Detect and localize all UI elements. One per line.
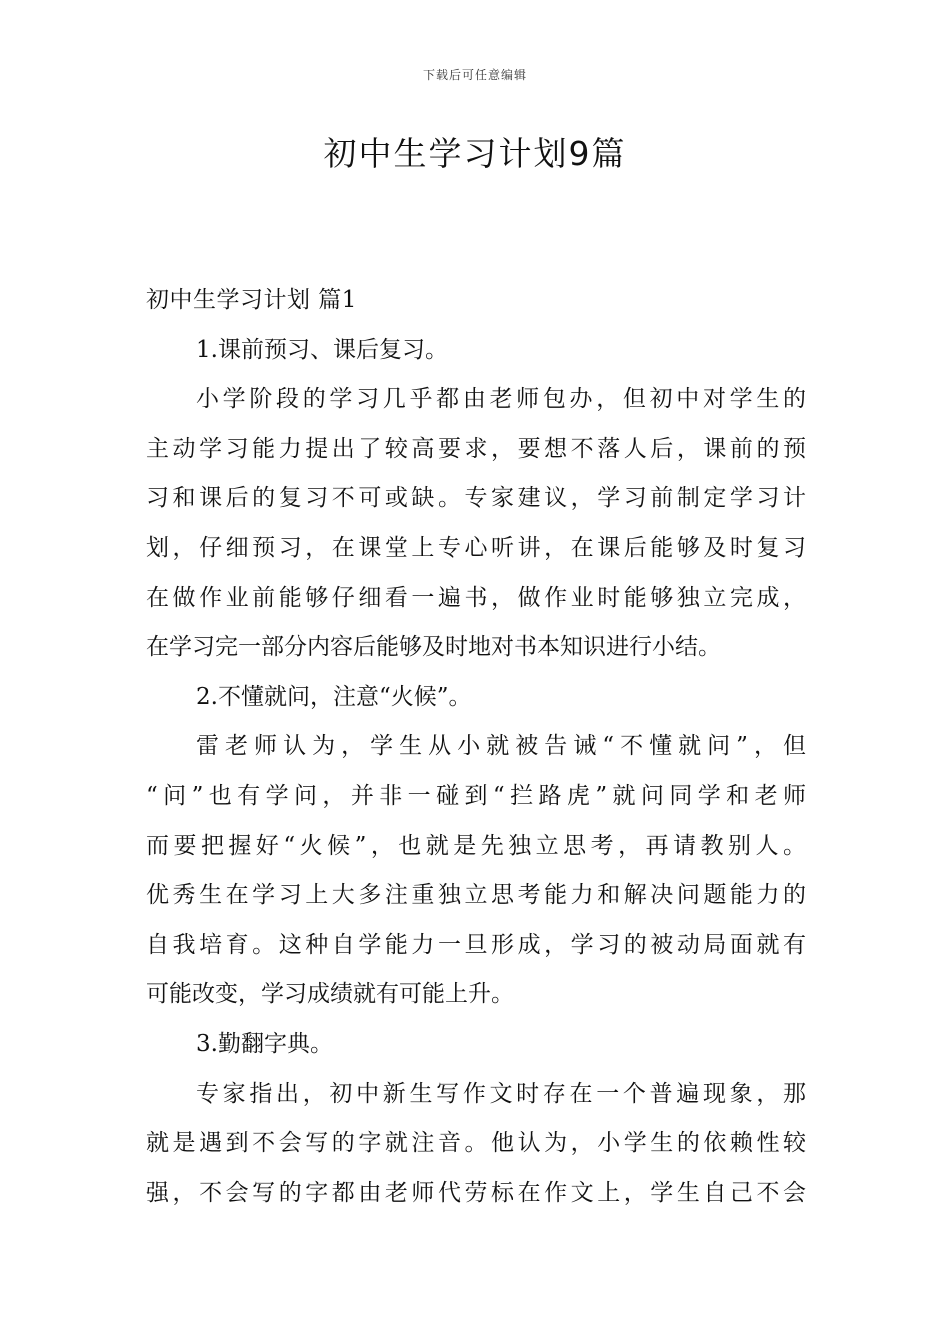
- paragraph-line: 专家指出，初中新生写作文时存在一个普遍现象，那: [196, 1080, 806, 1107]
- document-body: [146, 276, 806, 1218]
- paragraph-3: [146, 1070, 806, 1219]
- paragraph-line: “问”也有学问，并非一碰到“拦路虎”就问同学和老师: [146, 782, 806, 809]
- paragraph-line: 可能改变，学习成绩就有可能上升。: [146, 981, 514, 1008]
- paragraph-line: 小学阶段的学习几乎都由老师包办，但初中对学生的: [196, 386, 806, 413]
- paragraph-line: 在学习完一部分内容后能够及时地对书本知识进行小结。: [146, 634, 721, 661]
- paragraph-line: 习和课后的复习不可或缺。专家建议，学习前制定学习计: [146, 485, 806, 512]
- paragraph-line: 强，不会写的字都由老师代劳标在作文上，学生自己不会: [146, 1179, 806, 1206]
- subheading-2: 2.不懂就问，注意“火候”。: [196, 683, 472, 710]
- paragraph-line: 雷老师认为，学生从小就被告诫“不懂就问”，但: [196, 733, 806, 760]
- paragraph-line: 划，仔细预习，在课堂上专心听讲，在课后能够及时复习: [146, 534, 806, 561]
- paragraph-1: [146, 375, 806, 673]
- paragraph-line: 在做作业前能够仔细看一遍书，做作业时能够独立完成，: [146, 584, 806, 611]
- subheading-3: 3.勤翻字典。: [196, 1030, 333, 1057]
- paragraph-line: 主动学习能力提出了较高要求，要想不落人后，课前的预: [146, 435, 806, 462]
- header-note: 下载后可任意编辑: [422, 68, 527, 82]
- paragraph-2: [146, 722, 806, 1020]
- document-title: 初中生学习计划9篇: [323, 134, 627, 173]
- paragraph-line: 就是遇到不会写的字就注音。他认为，小学生的依赖性较: [146, 1130, 806, 1157]
- paragraph-line: 而要把握好“火候”，也就是先独立思考，再请教别人。: [146, 832, 806, 859]
- paragraph-line: 自我培育。这种自学能力一旦形成，学习的被动局面就有: [146, 931, 806, 958]
- paragraph-line: 优秀生在学习上大多注重独立思考能力和解决问题能力的: [146, 882, 806, 909]
- subheading-1: 1.课前预习、课后复习。: [196, 336, 448, 363]
- section-heading: 初中生学习计划 篇1: [146, 287, 357, 313]
